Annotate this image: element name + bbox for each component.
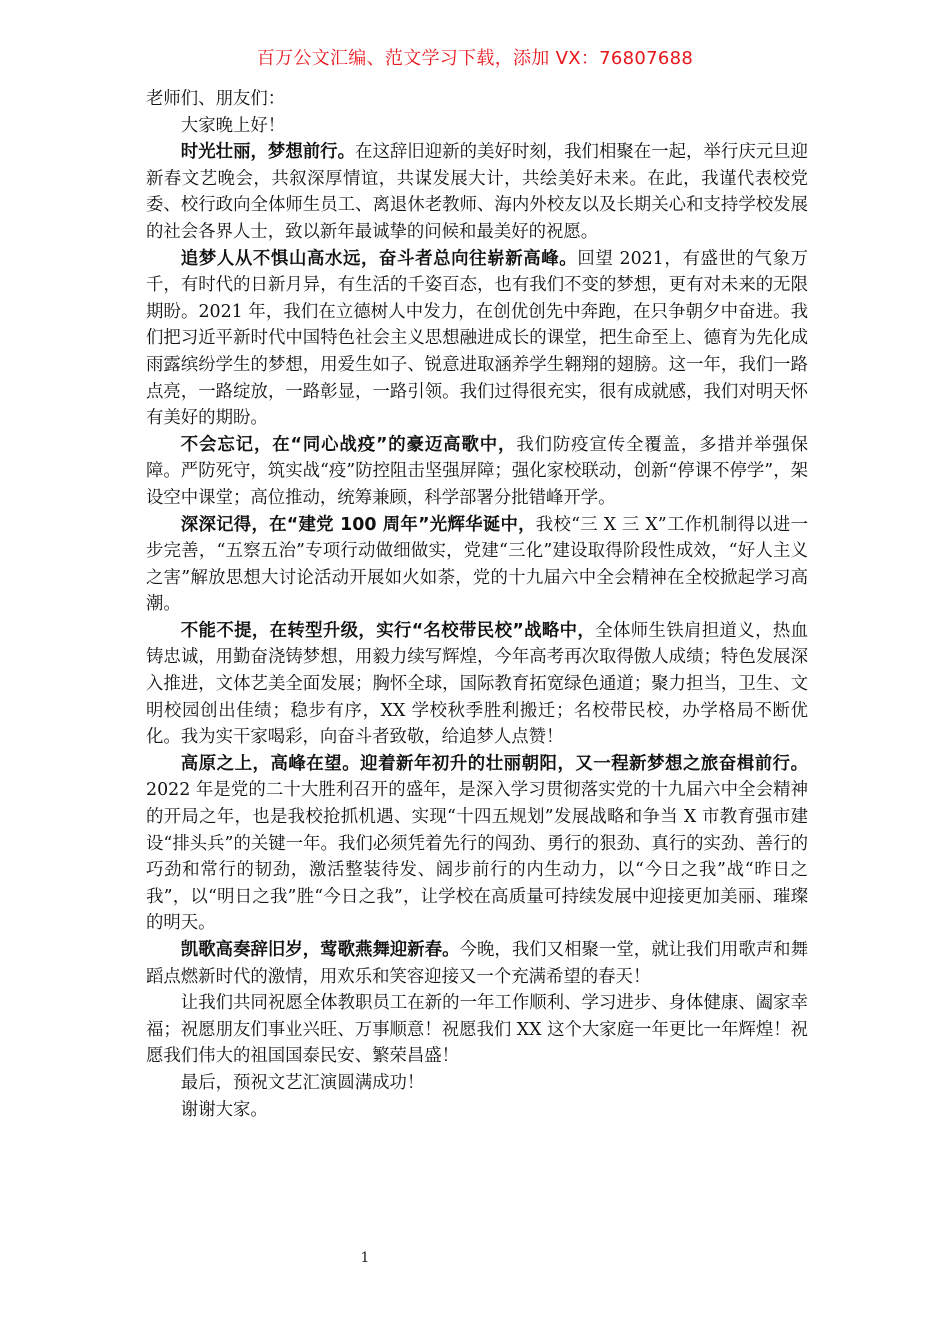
paragraph-body: 全体师生铁肩担道义，热血铸忠诚，用勤奋浇铸梦想，用毅力续写辉煌，今年高考再次取得傲人成绩；特色发展深入推进，文体艺美全面发展；胸怀全球，国际教育拓宽绿色通道；聚力担当，卫生、文明校园创出佳绩；稳步有序，XX 学校秋季胜利搬迁；名校带民校，办学格局不断优化。我为实干家喝彩，向奋斗者致敬，给追梦人点赞！: [146, 620, 808, 748]
paragraph-8: [146, 990, 808, 1070]
paragraph-lead: 深深记得，在“建党 100 周年”光辉华诞中，: [180, 514, 536, 535]
paragraph-lead: 不会忘记，在“同心战疫”的豪迈高歌中，: [180, 434, 517, 455]
paragraph-lead: 时光壮丽，梦想前行。: [180, 142, 356, 163]
salutation: 老师们、朋友们：: [146, 89, 286, 109]
paragraph-body: 我们防疫宣传全覆盖，多措并举强保障。严防死守，筑实战“疫”防控阻击坚强屏障；强化家校联动，创新“停课不停学”，架设空中课堂；高位推动，统筹兼顾，科学部署分批错峰开学。: [146, 434, 808, 508]
speech-document: [146, 86, 808, 1123]
paragraph-body: 2022 年是党的二十大胜利召开的盛年，是深入学习贯彻落实党的十九届六中全会精神的开局之年，也是我校抢抓机遇、实现“十四五规划”发展战略和争当 X 市教育强市建设“排头兵”的关键一年。我们必须凭着先行的闯劲、勇行的狠劲、真行的实劲、善行的巧劲和常行的韧劲，激活整装待发、阔步前行的内生动力，以“今日之我”战“昨日之我”，以“明日之我”胜“今日之我”，让学校在高质量可持续发展中迎接更加美丽、璀璨的明天。: [146, 780, 808, 934]
paragraph-lead: 不能不提，在转型升级，实行“名校带民校”战略中，: [180, 620, 596, 641]
thanks: 谢谢大家。: [180, 1099, 268, 1120]
paragraph-body: 让我们共同祝愿全体教职员工在新的一年工作顺利、学习进步、身体健康、阖家幸福；祝愿朋友们事业兴旺、万事顺意！祝愿我们 XX 这个大家庭一年更比一年辉煌！祝愿我们伟大的祖国国泰民安、繁荣昌盛！: [146, 993, 808, 1067]
paragraph-6: [146, 751, 808, 937]
download-banner: 百万公文汇编、范文学习下载，添加 VX：76807688: [256, 48, 694, 69]
paragraph-lead: 高原之上，高峰在望。迎着新年初升的壮丽朝阳，又一程新梦想之旅奋楫前行。: [180, 753, 808, 774]
paragraph-lead: 追梦人从不惧山高水远，奋斗者总向往崭新高峰。: [180, 248, 578, 269]
paragraph-7: [146, 937, 808, 990]
paragraph-4: [146, 512, 808, 618]
closing-wish: 最后，预祝文艺汇演圆满成功！: [180, 1072, 425, 1093]
paragraph-1: [146, 139, 808, 245]
paragraph-body: 在这辞旧迎新的美好时刻，我们相聚在一起，举行庆元旦迎新春文艺晚会，共叙深厚情谊，共谋发展大计，共绘美好未来。在此，我谨代表校党委、校行政向全体师生员工、离退休老教师、海内外校友以及长期关心和支持学校发展的社会各界人士，致以新年最诚挚的问候和最美好的祝愿。: [146, 142, 808, 242]
paragraph-lead: 凯歌高奏辞旧岁，莺歌燕舞迎新春。: [180, 940, 460, 960]
paragraph-3: [146, 432, 808, 512]
paragraph-body: 回望 2021，有盛世的气象万千，有时代的日新月异，有生活的千姿百态，也有我们不变的梦想，更有对未来的无限期盼。2021 年，我们在立德树人中发力，在创优创先中奔跑，在只争朝夕中奋进。我们把习近平新时代中国特色社会主义思想融进成长的课堂，把生命至上、德育为先化成雨露缤纷学生的梦想，用爱生如子、锐意进取涵养学生翱翔的翅膀。这一年，我们一路点亮，一路绽放，一路彰显，一路引领。我们过得很充实，很有成就感，我们对明天怀有美好的期盼。: [146, 248, 808, 429]
paragraph-5: [146, 618, 808, 751]
paragraph-body: 我校“三 X 三 X”工作机制得以进一步完善，“五察五治”专项行动做细做实，党建“三化”建设取得阶段性成效，“好人主义之害”解放思想大讨论活动开展如火如荼，党的十九届六中全会精神在全校掀起学习高潮。: [146, 514, 808, 615]
page-number: 1: [360, 1250, 370, 1266]
greeting: 大家晚上好！: [180, 115, 286, 136]
paragraph-2: [146, 246, 808, 432]
paragraph-body: 今晚，我们又相聚一堂，就让我们用歌声和舞蹈点燃新时代的激情，用欢乐和笑容迎接又一个充满希望的春天！: [146, 940, 808, 987]
